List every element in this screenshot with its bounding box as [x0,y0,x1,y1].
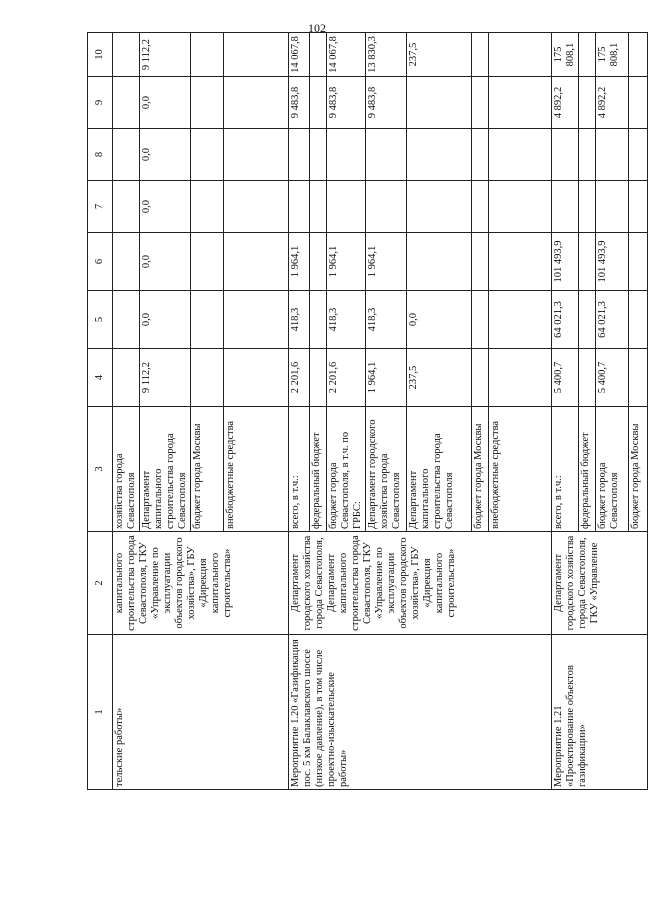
value-cell: 0,0 [140,233,191,291]
table-row [113,33,140,790]
value-cell [489,181,552,233]
value-cell [629,77,648,129]
value-cell [489,349,552,407]
header-cell: 1 [88,635,113,790]
value-cell: 13 830,3 [366,33,407,77]
value-cell [472,181,489,233]
value-cell [579,291,596,349]
value-cell [327,129,366,181]
value-cell [579,181,596,233]
value-cell [579,129,596,181]
executor-cell: капитального строительства города Севастополя, ГКУ «Управление по эксплуатации объектов городского хозяйства», ГБУ «Дирекция капитального строительства» [113,532,289,635]
value-cell [579,33,596,77]
value-cell [407,77,472,129]
value-cell [310,129,327,181]
value-cell: 2 201,6 [289,349,310,407]
value-cell: 14 067,8 [327,33,366,77]
value-cell [191,349,224,407]
header-cell: 3 [88,407,113,532]
value-cell: 101 493,9 [552,233,579,291]
funding-source-cell: Департамент городского хозяйства города Севастополя [366,407,407,532]
value-cell: 101 493,9 [596,233,629,291]
value-cell: 5 400,7 [596,349,629,407]
value-cell: 9 483,8 [289,77,310,129]
value-cell [629,181,648,233]
funding-source-cell: всего, в т.ч.: [552,407,579,532]
value-cell [629,233,648,291]
value-cell [629,33,648,77]
funding-source-cell: Департамент капитального строительства города Севастополя [407,407,472,532]
value-cell [489,33,552,77]
value-cell [407,233,472,291]
value-cell [310,77,327,129]
measure-name-cell: Мероприятие 1.21 «Проектирование объектов газификации» [552,635,648,790]
value-cell [327,181,366,233]
funding-source-cell: Департамент капитального строительства города Севастополя [140,407,191,532]
header-cell: 5 [88,291,113,349]
funding-source-cell: бюджет города Севастополя [596,407,629,532]
value-cell: 418,3 [366,291,407,349]
value-cell: 418,3 [289,291,310,349]
value-cell [596,129,629,181]
value-cell [191,33,224,77]
value-cell [472,349,489,407]
value-cell [472,233,489,291]
funding-source-cell: федеральный бюджет [579,407,596,532]
value-cell [489,233,552,291]
value-cell [366,129,407,181]
executor-cell: Департамент городского хозяйства города Севастополя, Департамент капитального строительства города Севастополя, ГКУ «Управление по эксплуатации объектов городского хозяйства», ГБУ «Дирекция капитального строительства» [289,532,552,635]
value-cell [224,233,289,291]
value-cell [629,291,648,349]
value-cell [472,129,489,181]
header-cell: 2 [88,532,113,635]
header-cell: 6 [88,233,113,291]
value-cell [113,77,140,129]
value-cell [113,129,140,181]
value-cell: 175 808,1 [552,33,579,77]
value-cell [472,33,489,77]
value-cell [407,129,472,181]
value-cell [191,233,224,291]
value-cell [489,77,552,129]
value-cell: 4 892,2 [552,77,579,129]
value-cell: 0,0 [140,129,191,181]
funding-source-cell: федеральный бюджет [310,407,327,532]
value-cell [310,291,327,349]
table-row [289,33,310,790]
value-cell [289,181,310,233]
value-cell: 4 892,2 [596,77,629,129]
value-cell [191,291,224,349]
value-cell [224,33,289,77]
value-cell [224,129,289,181]
value-cell: 14 067,8 [289,33,310,77]
value-cell [310,181,327,233]
value-cell: 1 964,1 [327,233,366,291]
value-cell: 1 964,1 [366,349,407,407]
value-cell: 0,0 [140,291,191,349]
budget-table [87,32,648,790]
value-cell [224,77,289,129]
table-body [88,33,648,790]
value-cell: 418,3 [327,291,366,349]
value-cell [113,349,140,407]
value-cell [579,349,596,407]
value-cell [310,233,327,291]
value-cell: 9 483,8 [327,77,366,129]
measure-name-cell: тельские работы» [113,635,289,790]
value-cell: 64 021,3 [552,291,579,349]
value-cell [472,291,489,349]
value-cell: 237,5 [407,349,472,407]
value-cell: 5 400,7 [552,349,579,407]
value-cell [489,291,552,349]
value-cell [552,129,579,181]
funding-source-cell: внебюджетные средства [489,407,552,532]
value-cell: 9 112,2 [140,349,191,407]
value-cell: 0,0 [407,291,472,349]
value-cell [113,233,140,291]
value-cell [579,77,596,129]
value-cell [191,77,224,129]
value-cell [489,129,552,181]
header-cell: 9 [88,77,113,129]
value-cell [596,181,629,233]
value-cell [310,349,327,407]
funding-source-cell: бюджет города Москвы [191,407,224,532]
value-cell [579,233,596,291]
value-cell [629,349,648,407]
value-cell: 9 483,8 [366,77,407,129]
value-cell [366,181,407,233]
value-cell: 9 112,2 [140,33,191,77]
value-cell [629,129,648,181]
header-cell: 4 [88,349,113,407]
value-cell [407,181,472,233]
value-cell [191,181,224,233]
funding-source-cell: всего, в т.ч.: [289,407,310,532]
value-cell: 1 964,1 [366,233,407,291]
value-cell: 237,5 [407,33,472,77]
funding-source-cell: бюджет города Севастополя, в т.ч. по ГРБС: [327,407,366,532]
value-cell [224,291,289,349]
value-cell [191,129,224,181]
rotated-page [87,33,641,790]
header-cell: 8 [88,129,113,181]
value-cell [224,349,289,407]
funding-source-cell: бюджет города Москвы [629,407,648,532]
header-cell: 10 [88,33,113,77]
funding-source-cell: внебюджетные средства [224,407,289,532]
page-number: 102 [308,21,326,35]
value-cell [113,33,140,77]
value-cell [113,181,140,233]
funding-source-cell: хозяйства города Севастополя [113,407,140,532]
value-cell: 0,0 [140,181,191,233]
value-cell [552,181,579,233]
table-row [552,33,579,790]
value-cell [472,77,489,129]
header-row [88,33,113,790]
value-cell [289,129,310,181]
value-cell: 64 021,3 [596,291,629,349]
value-cell: 2 201,6 [327,349,366,407]
executor-cell: Департамент городского хозяйства города Севастополя, ГКУ «Управление [552,532,648,635]
value-cell: 0,0 [140,77,191,129]
value-cell [310,33,327,77]
measure-name-cell: Мероприятие 1.20 «Газификация пос. 5 км Балаклавского шоссе (низкое давление), в том числе проектно-изыскательские работы» [289,635,552,790]
value-cell: 175 808,1 [596,33,629,77]
value-cell: 1 964,1 [289,233,310,291]
funding-source-cell: бюджет города Москвы [472,407,489,532]
value-cell [224,181,289,233]
value-cell [113,291,140,349]
header-cell: 7 [88,181,113,233]
